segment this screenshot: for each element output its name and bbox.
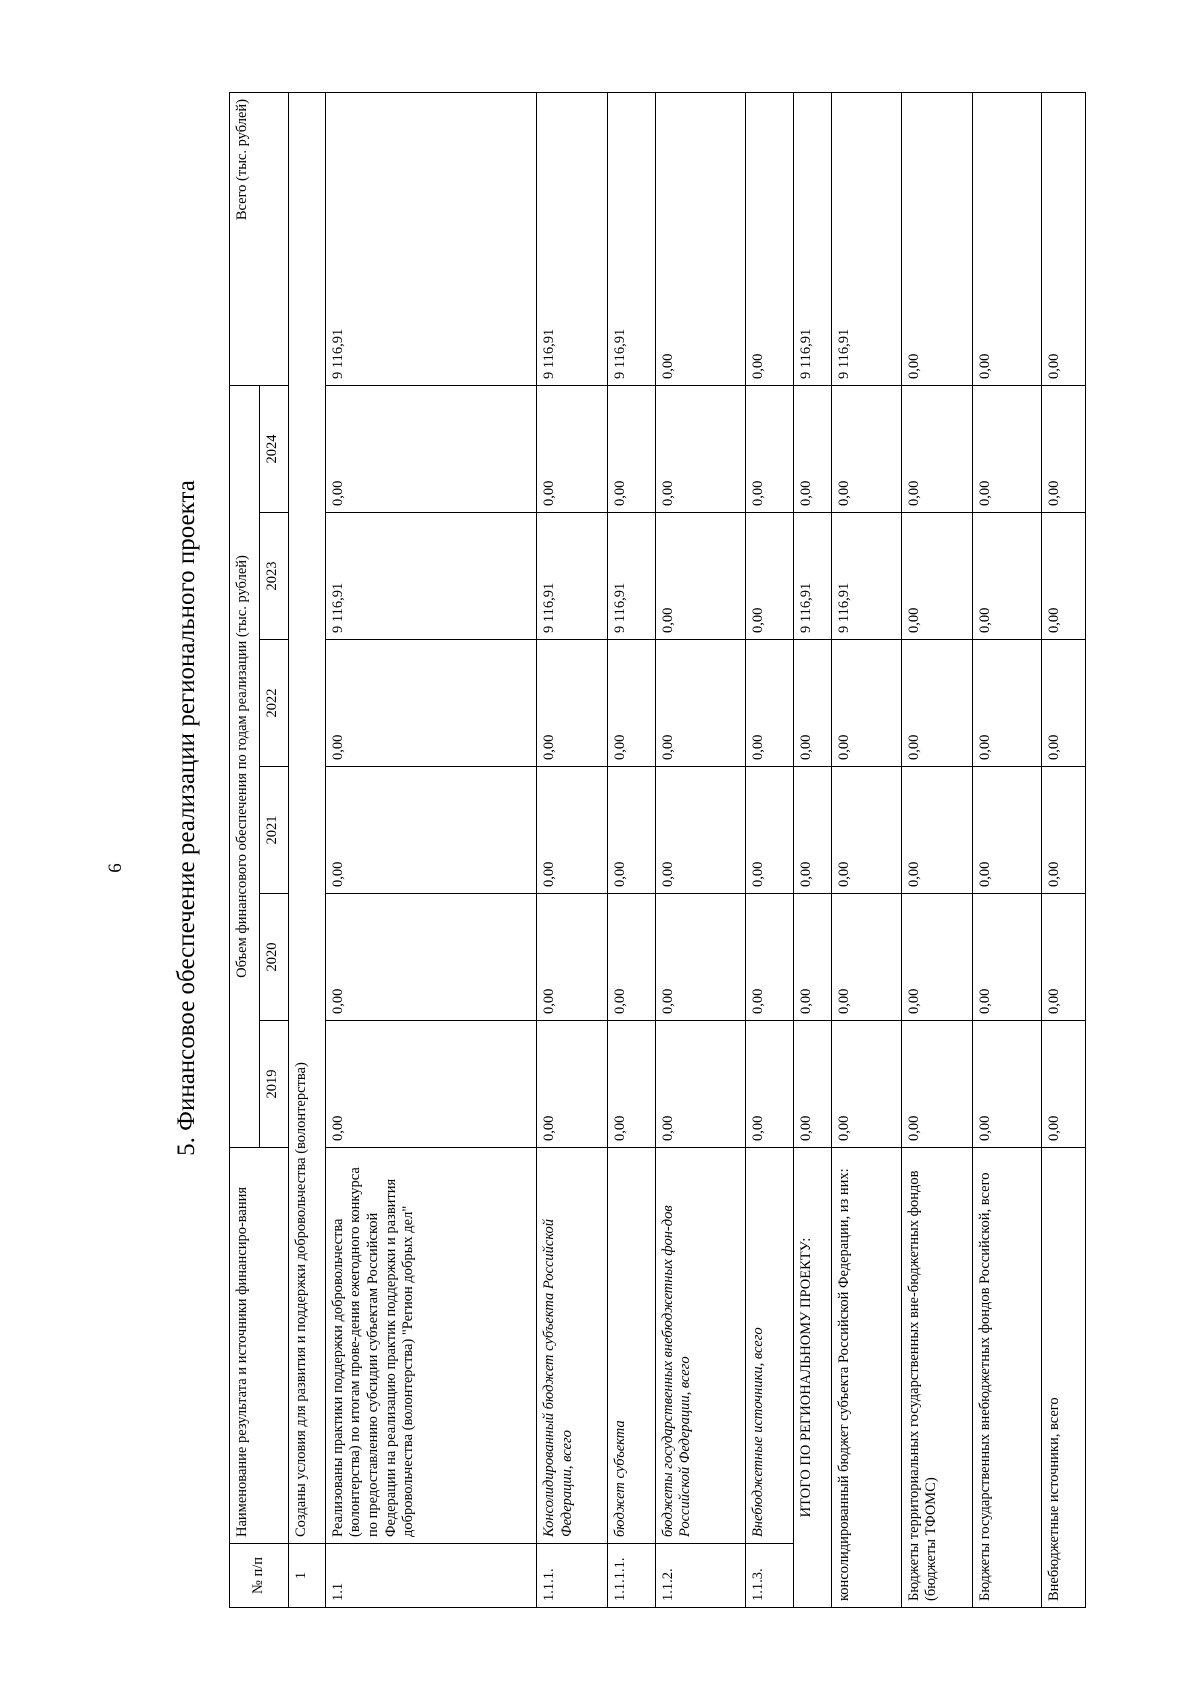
value-cell: 0,00 <box>1041 513 1085 640</box>
row-num: 1 <box>288 1544 325 1608</box>
row-name: бюджеты государственных внебюджетных фон-дов Российской Федерации, всего <box>655 1148 746 1544</box>
summary-row-label: Бюджеты территориальных государственных вне-бюджетных фондов (бюджеты ТФОМС) <box>901 1148 972 1608</box>
value-cell: 9 116,91 <box>608 513 655 640</box>
summary-row-label: Внебюджетные источники, всего <box>1041 1148 1085 1608</box>
header-num: № п/п <box>230 1544 289 1608</box>
row-name: Реализованы практики поддержки добровольчества (волонтерства) по итогам прове-дения ежегодного конкурса по предоставлению субсидии субъектам Российской Федерации на реализацию практик поддержки и развития добровольчества (волонтерства) "Регион добрых дел" <box>325 1148 536 1544</box>
summary-row <box>901 92 972 1607</box>
value-cell: 0,00 <box>901 640 972 767</box>
value-cell: 0,00 <box>972 1021 1041 1148</box>
row-num: 1.1 <box>325 1544 536 1608</box>
table-row <box>746 92 793 1607</box>
header-year: 2024 <box>260 385 289 512</box>
row-name: бюджет субъекта <box>608 1148 655 1544</box>
total-cell: 9 116,91 <box>537 92 608 385</box>
header-year: 2022 <box>260 640 289 767</box>
header-year: 2020 <box>260 894 289 1021</box>
value-cell: 0,00 <box>746 640 793 767</box>
value-cell: 0,00 <box>972 385 1041 512</box>
total-cell: 9 116,91 <box>608 92 655 385</box>
value-cell: 0,00 <box>746 894 793 1021</box>
total-cell: 9 116,91 <box>832 92 901 385</box>
value-cell: 0,00 <box>901 894 972 1021</box>
header-row-1 <box>230 92 260 1607</box>
total-cell: 0,00 <box>746 92 793 385</box>
row-num: 1.1.1.1. <box>608 1544 655 1608</box>
value-cell: 0,00 <box>972 640 1041 767</box>
summary-row <box>1041 92 1085 1607</box>
value-cell: 0,00 <box>746 385 793 512</box>
section-row <box>288 92 325 1607</box>
value-cell: 0,00 <box>1041 767 1085 894</box>
value-cell: 0,00 <box>901 385 972 512</box>
value-cell: 0,00 <box>901 1021 972 1148</box>
total-cell: 0,00 <box>655 92 746 385</box>
table-row <box>655 92 746 1607</box>
value-cell: 0,00 <box>537 894 608 1021</box>
total-cell: 0,00 <box>1041 92 1085 385</box>
value-cell: 9 116,91 <box>537 513 608 640</box>
value-cell: 0,00 <box>793 1021 832 1148</box>
row-name: Созданы условия для развития и поддержки добровольчества (волонтерства) <box>288 92 325 1543</box>
table-row <box>325 92 536 1607</box>
value-cell: 0,00 <box>537 385 608 512</box>
value-cell: 0,00 <box>793 640 832 767</box>
summary-row <box>972 92 1041 1607</box>
header-volume: Объем финансового обеспечения по годам реализации (тыс. рублей) <box>230 385 260 1147</box>
header-year: 2021 <box>260 767 289 894</box>
value-cell: 0,00 <box>793 385 832 512</box>
value-cell: 0,00 <box>901 767 972 894</box>
table-row <box>608 92 655 1607</box>
value-cell: 0,00 <box>325 385 536 512</box>
value-cell: 0,00 <box>1041 1021 1085 1148</box>
value-cell: 0,00 <box>608 385 655 512</box>
value-cell: 0,00 <box>832 640 901 767</box>
value-cell: 0,00 <box>972 894 1041 1021</box>
value-cell: 0,00 <box>793 767 832 894</box>
value-cell: 0,00 <box>537 1021 608 1148</box>
header-year: 2019 <box>260 1021 289 1148</box>
value-cell: 0,00 <box>901 513 972 640</box>
row-num: 1.1.1. <box>537 1544 608 1608</box>
row-name: Внебюджетные источники, всего <box>746 1148 793 1544</box>
value-cell: 0,00 <box>832 385 901 512</box>
page-number: 6 <box>105 863 126 873</box>
value-cell: 0,00 <box>537 640 608 767</box>
value-cell: 9 116,91 <box>832 513 901 640</box>
summary-row-label: консолидированный бюджет субъекта Российской Федерации, из них: <box>832 1148 901 1608</box>
rotated-table-frame <box>229 93 1086 1608</box>
financing-table <box>229 92 1086 1608</box>
value-cell: 0,00 <box>972 513 1041 640</box>
value-cell: 0,00 <box>1041 894 1085 1021</box>
value-cell: 0,00 <box>655 640 746 767</box>
total-cell: 9 116,91 <box>793 92 832 385</box>
table-row <box>537 92 608 1607</box>
value-cell: 9 116,91 <box>325 513 536 640</box>
header-name: Наименование результата и источники финансиро-вания <box>230 1148 289 1544</box>
value-cell: 0,00 <box>655 385 746 512</box>
value-cell: 0,00 <box>655 513 746 640</box>
value-cell: 0,00 <box>325 894 536 1021</box>
summary-row <box>832 92 901 1607</box>
header-total: Всего (тыс. рублей) <box>230 92 289 385</box>
value-cell: 0,00 <box>746 1021 793 1148</box>
total-cell: 9 116,91 <box>325 92 536 385</box>
value-cell: 0,00 <box>537 767 608 894</box>
value-cell: 0,00 <box>1041 385 1085 512</box>
value-cell: 0,00 <box>655 894 746 1021</box>
value-cell: 0,00 <box>832 1021 901 1148</box>
value-cell: 0,00 <box>325 1021 536 1148</box>
total-cell: 0,00 <box>972 92 1041 385</box>
value-cell: 0,00 <box>746 513 793 640</box>
value-cell: 0,00 <box>972 767 1041 894</box>
value-cell: 0,00 <box>608 640 655 767</box>
row-name: Консолидированный бюджет субъекта Российской Федерации, всего <box>537 1148 608 1544</box>
value-cell: 0,00 <box>325 640 536 767</box>
total-row-label: ИТОГО ПО РЕГИОНАЛЬНОМУ ПРОЕКТУ: <box>793 1148 832 1608</box>
section-title: 5. Финансовое обеспечение реализации регионального проекта <box>173 480 200 1156</box>
value-cell: 0,00 <box>746 767 793 894</box>
value-cell: 0,00 <box>608 767 655 894</box>
value-cell: 0,00 <box>832 767 901 894</box>
summary-row-label: Бюджеты государственных внебюджетных фондов Российской, всего <box>972 1148 1041 1608</box>
value-cell: 0,00 <box>655 767 746 894</box>
row-num: 1.1.2. <box>655 1544 746 1608</box>
value-cell: 0,00 <box>793 894 832 1021</box>
total-cell: 0,00 <box>901 92 972 385</box>
value-cell: 0,00 <box>832 894 901 1021</box>
value-cell: 0,00 <box>325 767 536 894</box>
value-cell: 0,00 <box>608 894 655 1021</box>
value-cell: 0,00 <box>1041 640 1085 767</box>
row-num: 1.1.3. <box>746 1544 793 1608</box>
header-year: 2023 <box>260 513 289 640</box>
value-cell: 0,00 <box>608 1021 655 1148</box>
value-cell: 0,00 <box>655 1021 746 1148</box>
value-cell: 9 116,91 <box>793 513 832 640</box>
total-row <box>793 92 832 1607</box>
